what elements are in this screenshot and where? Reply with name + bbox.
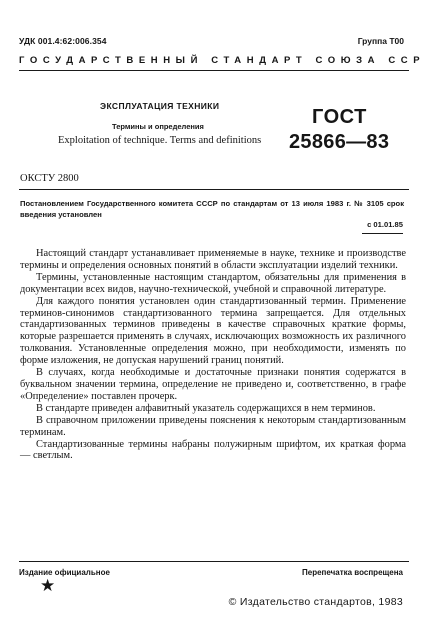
- gost-number: 25866—83: [289, 131, 390, 153]
- body-paragraph: В стандарте приведен алфавитный указатель содержащихся в нем терминов.: [36, 402, 376, 414]
- udk-code: УДК 001.4:62:006.354: [19, 36, 107, 46]
- date-underline: [362, 233, 403, 234]
- body-paragraph: Настоящий стандарт устанавливает применяемые в науке, технике и производстве термины и определения основных понятий в области эксплуатации изделий техники.: [20, 248, 406, 271]
- body-text: [20, 248, 406, 462]
- body-paragraph: В случаях, когда необходимые и достаточные признаки понятия содержатся в буквальном значении термина, определение не приведено и, соответственно, в графе «Определение» поставлен прочерк.: [20, 367, 406, 402]
- standard-subtitle-ru: Термины и определения: [112, 122, 204, 131]
- effective-date: с 01.01.85: [367, 220, 403, 229]
- body-paragraph: В справочном приложении приведены пояснения к некоторым стандартизованным терминам.: [20, 414, 406, 438]
- body-paragraph: Стандартизованные термины набраны полужирным шрифтом, их краткая форма — светлым.: [20, 438, 406, 462]
- copyright-notice: © Издательство стандартов, 1983: [228, 596, 403, 608]
- body-paragraph: Термины, установленные настоящим стандартом, обязательны для применения в документации всех видов, научно-технической, учебной и справочной литературе.: [20, 271, 406, 295]
- gost-label: ГОСТ: [312, 106, 367, 128]
- okstu-code: ОКСТУ 2800: [20, 173, 79, 184]
- footer-divider: [19, 561, 409, 562]
- official-edition-label: Издание официальное: [19, 568, 110, 577]
- standard-title-ru: ЭКСПЛУАТАЦИЯ ТЕХНИКИ: [100, 101, 220, 111]
- group-code: Группа Т00: [357, 36, 404, 46]
- decree-text: Постановлением Государственного комитета СССР по стандартам от 13 июля 1983 г. № 3105 срок введения установлен: [20, 199, 404, 219]
- reprint-notice: Перепечатка воспрещена: [302, 568, 403, 577]
- body-paragraph: Для каждого понятия установлен один стандартизованный термин. Применение терминов-синонимов стандартизованного термина запрещается. Для отдельных стандартизованных терминов приведены в качестве справочных краткие формы, которые разрешается применять в случаях, исключающих возможность их различного толкования. Установленные определения можно, при необходимости, изменять по форме изложения, не допуская нарушений границ понятий.: [20, 295, 406, 367]
- header-divider: [19, 70, 409, 71]
- okstu-divider: [19, 189, 409, 190]
- gov-standard-heading: ГОСУДАРСТВЕННЫЙ СТАНДАРТ СОЮЗА ССР: [19, 55, 426, 66]
- standard-title-en: Exploitation of technique. Terms and definitions: [58, 135, 262, 146]
- star-icon: ★: [40, 576, 56, 596]
